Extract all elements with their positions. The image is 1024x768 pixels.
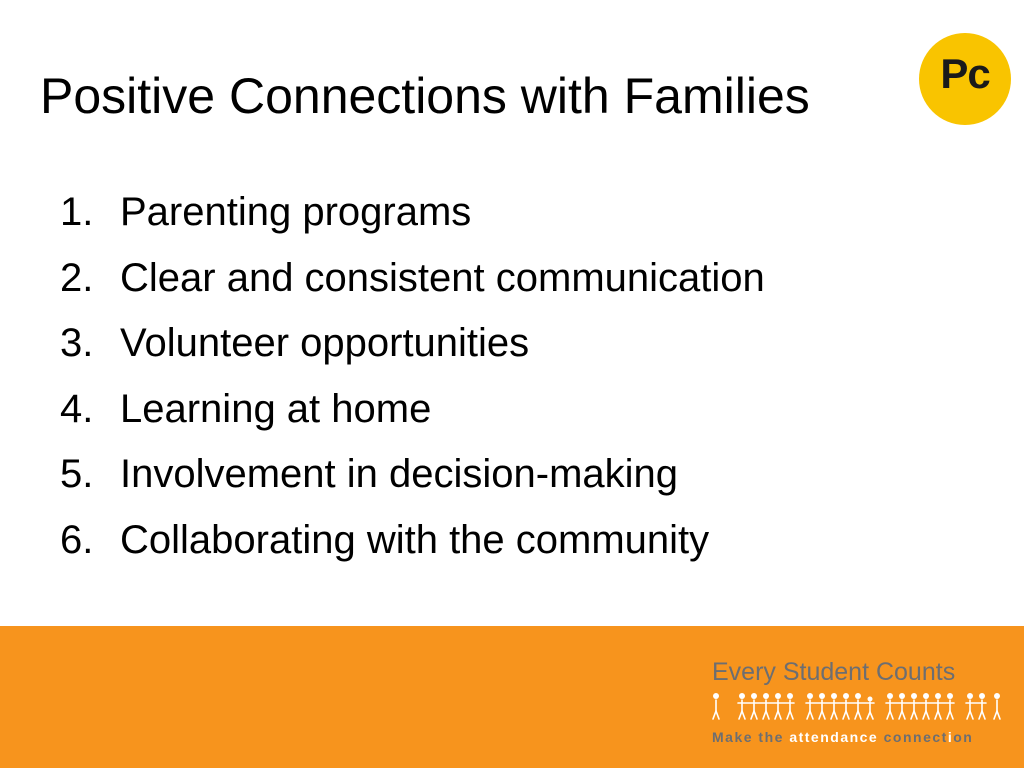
list-item-number: 2.: [60, 255, 94, 300]
brand-tagline: [712, 728, 1004, 746]
list-item-text: Clear and consistent communication: [120, 255, 765, 300]
bullet-list: [60, 180, 765, 573]
list-item: [60, 377, 765, 443]
pc-logo-badge: [919, 33, 1011, 125]
list-item: [60, 508, 765, 574]
list-item-number: 1.: [60, 190, 94, 234]
list-item: [60, 246, 765, 312]
list-item-text: Involvement in decision-making: [120, 452, 679, 496]
pc-logo-text: Pc: [940, 50, 990, 97]
list-item: [60, 180, 765, 246]
list-item-text: Parenting programs: [120, 190, 472, 234]
list-item-text: Volunteer opportunities: [120, 321, 530, 365]
list-item-number: 3.: [60, 321, 94, 365]
list-item-number: 5.: [60, 452, 94, 496]
list-item-text: Learning at home: [120, 386, 432, 431]
tagline-part: Make the: [712, 729, 790, 745]
tagline-part: connect: [878, 729, 948, 745]
list-item: [60, 442, 765, 508]
tagline-highlight: i: [947, 729, 954, 745]
list-item-text: Collaborating with the community: [120, 517, 710, 562]
people-chain-icon: [712, 691, 1002, 721]
list-item-number: 6.: [60, 517, 94, 562]
list-item: [60, 311, 765, 377]
brand-title: Every Student Counts: [712, 658, 956, 686]
tagline-part: on: [953, 729, 974, 745]
every-student-counts-logo: [712, 657, 1004, 746]
list-item-number: 4.: [60, 386, 94, 431]
slide-title: Positive Connections with Families: [40, 68, 810, 124]
tagline-highlight: attendance: [789, 729, 879, 745]
